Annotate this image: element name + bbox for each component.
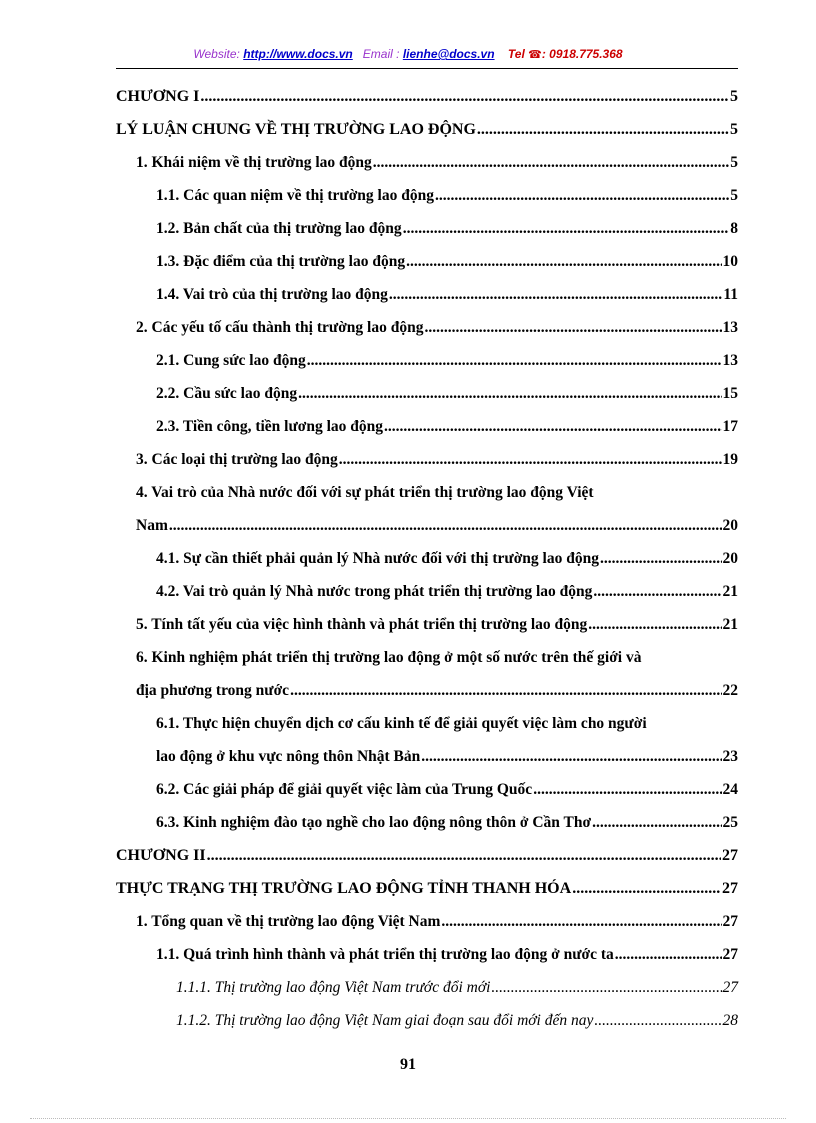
toc-leader (389, 284, 722, 306)
phone-icon: ☎ (528, 49, 542, 61)
toc-leader (491, 977, 721, 999)
footer-divider (30, 1118, 786, 1119)
toc-entry-page: 13 (722, 352, 738, 369)
toc-entry-title: 1.3. Đặc điểm của thị trường lao động (156, 253, 406, 270)
toc-entry-title: 4.2. Vai trò quản lý Nhà nước trong phát triển thị trường lao động (156, 583, 593, 600)
toc-entry-page: 13 (722, 319, 738, 336)
toc-entry-page: 27 (722, 880, 738, 897)
toc-leader (588, 614, 721, 636)
toc-entry-page: 24 (722, 781, 738, 798)
toc-leader (298, 383, 721, 405)
toc-leader (406, 251, 721, 273)
toc-entry-title: 1. Tổng quan về thị trường lao động Việt Nam (136, 913, 441, 930)
toc-leader (593, 581, 721, 603)
toc-entry[interactable] (156, 812, 738, 834)
toc-entry-wrapped[interactable] (156, 713, 738, 735)
toc-entry-title: 3. Các loại thị trường lao động (136, 451, 338, 468)
toc-entry[interactable] (156, 581, 738, 603)
toc-entry[interactable] (136, 515, 738, 537)
toc-entry-page: 23 (722, 748, 738, 765)
toc-entry-page: 8 (730, 220, 738, 237)
toc-entry-page: 20 (722, 550, 738, 567)
website-link[interactable]: http://www.docs.vn (243, 47, 353, 61)
toc-entry-page: 10 (722, 253, 738, 270)
toc-entry-page: 17 (722, 418, 738, 435)
toc-entry[interactable] (136, 680, 738, 702)
toc-entry-title: 1.1.2. Thị trường lao động Việt Nam giai đoạn sau đổi mới đến nay (176, 1012, 594, 1029)
page-number: 91 (400, 1056, 416, 1073)
toc-entry-page: 21 (722, 616, 738, 633)
toc-entry-title: 6. Kinh nghiệm phát triển thị trường lao động ở một số nước trên thế giới và (136, 649, 642, 666)
toc-entry-title: 1.1. Các quan niệm về thị trường lao động (156, 187, 434, 204)
toc-entry-title: Nam (136, 517, 168, 534)
toc-leader (477, 119, 729, 141)
toc-entry[interactable] (156, 350, 738, 372)
toc-entry[interactable] (116, 878, 738, 900)
toc-leader (307, 350, 722, 372)
toc-leader (572, 878, 721, 900)
toc-entry-title: 1.4. Vai trò của thị trường lao động (156, 286, 388, 303)
page-header (0, 47, 816, 61)
toc-entry-title: 4. Vai trò của Nhà nước đối với sự phát triển thị trường lao động Việt (136, 484, 594, 501)
toc-entry[interactable] (156, 779, 738, 801)
toc-entry-title: 2.3. Tiền công, tiền lương lao động (156, 418, 384, 435)
toc-leader (600, 548, 722, 570)
toc-entry[interactable] (176, 1010, 738, 1032)
toc-entry-title: 1.1. Quá trình hình thành và phát triển thị trường lao động ở nước ta (156, 946, 614, 963)
toc-leader (169, 515, 722, 537)
toc-entry-page: 5 (730, 88, 738, 105)
toc-leader (421, 746, 721, 768)
toc-entry-title: 1.1.1. Thị trường lao động Việt Nam trước đổi mới (176, 979, 491, 996)
toc-entry-title: 5. Tính tất yếu của việc hình thành và phát triển thị trường lao động (136, 616, 588, 633)
toc-entry-title: 2. Các yếu tố cấu thành thị trường lao động (136, 319, 424, 336)
toc-entry-page: 28 (722, 1012, 738, 1029)
toc-entry[interactable] (116, 86, 738, 108)
email-link[interactable]: lienhe@docs.vn (402, 47, 495, 61)
toc-entry-title: LÝ LUẬN CHUNG VỀ THỊ TRƯỜNG LAO ĐỘNG (116, 121, 476, 138)
toc-entry-title: 4.1. Sự cần thiết phải quản lý Nhà nước đối với thị trường lao động (156, 550, 599, 567)
toc-leader (200, 86, 729, 108)
toc-entry-title: 2.2. Cầu sức lao động (156, 385, 298, 402)
toc-entry-title: CHƯƠNG I (116, 88, 200, 105)
toc-entry-page: 22 (722, 682, 738, 699)
toc-entry[interactable] (116, 119, 738, 141)
tel-label: Tel (507, 47, 525, 61)
toc-entry-title: 6.2. Các giải pháp để giải quyết việc làm của Trung Quốc (156, 781, 533, 798)
toc-entry-page: 11 (723, 286, 738, 303)
toc-leader (435, 185, 729, 207)
toc-entry-page: 20 (722, 517, 738, 534)
toc-entry-title: lao động ở khu vực nông thôn Nhật Bản (156, 748, 421, 765)
toc-entry[interactable] (156, 251, 738, 273)
toc-entry-title: 1. Khái niệm về thị trường lao động (136, 154, 372, 171)
toc-entry[interactable] (136, 449, 738, 471)
toc-leader (594, 1010, 721, 1032)
toc-entry-title: 6.1. Thực hiện chuyển dịch cơ cấu kinh tế để giải quyết việc làm cho người (156, 715, 647, 732)
toc-entry-title: 1.2. Bản chất của thị trường lao động (156, 220, 402, 237)
toc-leader (424, 317, 721, 339)
toc-entry[interactable] (116, 845, 738, 867)
toc-entry-title: 2.1. Cung sức lao động (156, 352, 306, 369)
toc-entry-page: 5 (730, 187, 738, 204)
toc-entry[interactable] (156, 218, 738, 240)
toc-leader (615, 944, 722, 966)
toc-entry[interactable] (136, 317, 738, 339)
toc-entry[interactable] (156, 416, 738, 438)
toc-leader (384, 416, 721, 438)
toc-entry-page: 27 (722, 847, 738, 864)
toc-entry-page: 5 (730, 154, 738, 171)
toc-entry[interactable] (156, 944, 738, 966)
toc-entry-page: 5 (730, 121, 738, 138)
toc-entry-page: 25 (722, 814, 738, 831)
toc-entry[interactable] (136, 911, 738, 933)
toc-entry-title: địa phương trong nước (136, 682, 290, 699)
toc-entry-page: 27 (722, 946, 738, 963)
toc-leader (533, 779, 721, 801)
toc-entry[interactable] (156, 746, 738, 768)
email-label: Email : (362, 47, 400, 61)
toc-entry-page: 27 (722, 913, 738, 930)
toc-leader (403, 218, 730, 240)
toc-entry-page: 21 (722, 583, 738, 600)
toc-entry[interactable] (156, 284, 738, 306)
header-divider (116, 68, 738, 69)
toc-entry-title: CHƯƠNG II (116, 847, 206, 864)
toc-entry[interactable] (156, 548, 738, 570)
toc-entry-title: THỰC TRẠNG THỊ TRƯỜNG LAO ĐỘNG TỈNH THANH HÓA (116, 880, 572, 897)
toc-entry[interactable] (156, 185, 738, 207)
toc-leader (339, 449, 722, 471)
toc-entry[interactable] (136, 614, 738, 636)
toc-entry[interactable] (156, 383, 738, 405)
toc-entry-wrapped[interactable] (136, 647, 738, 669)
toc-entry-title: 6.3. Kinh nghiệm đào tạo nghề cho lao động nông thôn ở Cần Thơ (156, 814, 592, 831)
toc-entry-wrapped[interactable] (136, 482, 738, 504)
toc-entry[interactable] (136, 152, 738, 174)
toc-entry[interactable] (176, 977, 738, 999)
toc-leader (207, 845, 721, 867)
toc-leader (373, 152, 729, 174)
toc-entry-page: 19 (722, 451, 738, 468)
toc-entry-page: 15 (722, 385, 738, 402)
toc-leader (441, 911, 721, 933)
toc-entry-page: 27 (722, 979, 738, 996)
website-label: Website: (193, 47, 240, 61)
toc-leader (290, 680, 721, 702)
toc-leader (592, 812, 721, 834)
tel-number: : 0918.775.368 (541, 47, 623, 61)
